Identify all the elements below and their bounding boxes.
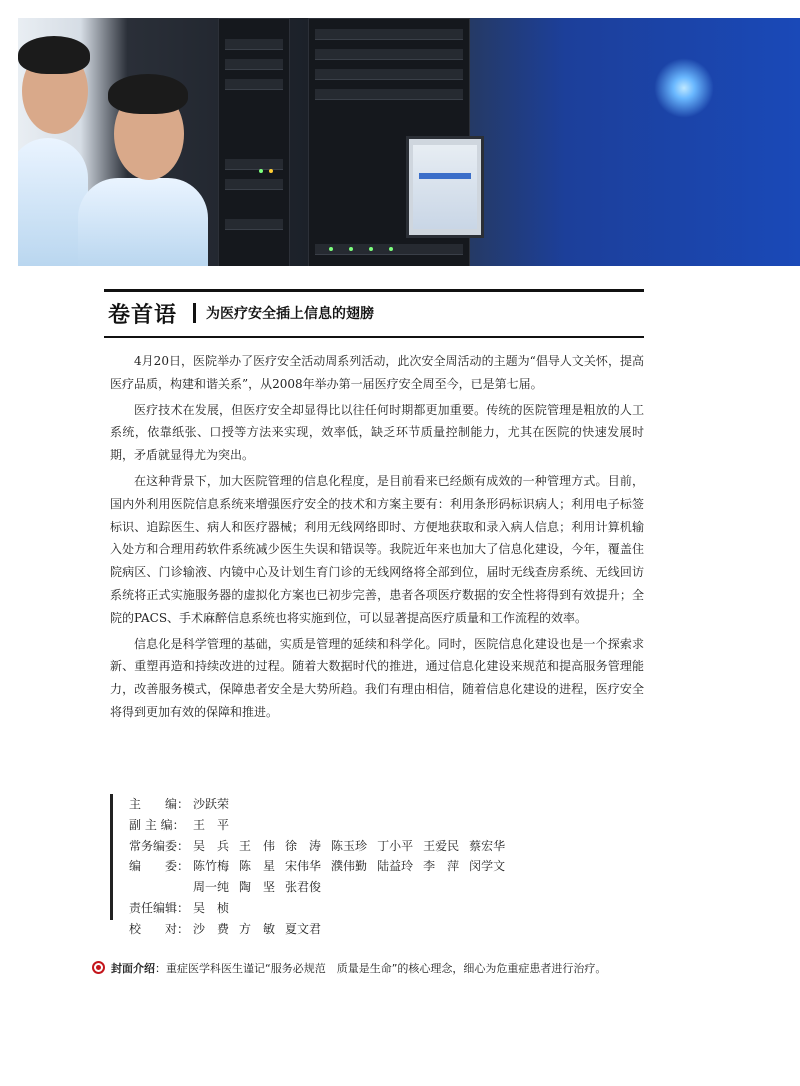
editor-name: 王 伟 xyxy=(239,838,276,853)
editor-names xyxy=(193,815,239,836)
monitor xyxy=(406,136,484,238)
editor-name: 夏文君 xyxy=(285,921,322,936)
editor-name: 陈 星 xyxy=(239,859,276,874)
editor-names xyxy=(193,898,239,919)
editor-name: 陈玉珍 xyxy=(331,838,368,853)
server-rack xyxy=(218,18,290,266)
editor-name: 方 敏 xyxy=(239,921,276,936)
cover-note-label: 封面介绍 xyxy=(111,962,155,975)
editor-name: 陆益玲 xyxy=(377,859,414,874)
editor-names xyxy=(193,836,515,857)
article-body xyxy=(110,350,644,727)
editor-role: 责任编辑： xyxy=(129,900,190,915)
editor-names xyxy=(193,856,515,877)
cover-photo xyxy=(18,18,800,266)
editorial-board xyxy=(110,794,506,936)
paragraph: 在这种背景下，加大医院管理的信息化程度，是目前看来已经颇有成效的一种管理方式。目前，国内外利用医院信息系统来增强医疗安全的技术和方案主要有：利用条形码标识病人；利用电子标签标识、追踪医生、病人和医疗器械；利用无线网络即时、方便地获取和录入病人信息；利用计算机输入处方和合理用药软件系统减少医生失误和错误等。我院近年来也加大了信息化建设，今年，覆盖住院病区、门诊输液、内镜中心及计划生育门诊的无线网络将全部到位，届时无线查房系统、无线回访系统将正式实施服务器的虚拟化方案也已初步完善，患者各项医疗数据的安全性将得到有效提升；全院的PACS、手术麻醉信息系统也将实施到位，可以显著提高医疗质量和工作流程的效率。 xyxy=(110,473,644,625)
editor-name: 丁小平 xyxy=(377,838,414,853)
paragraph: 信息化是科学管理的基础，实质是管理的延续和科学化。同时，医院信息化建设也是一个探索求新、重塑再造和持续改进的过程。随着大数据时代的推进，通过信息化建设来规范和提高服务管理能力，改善服务模式，保障患者安全是大势所趋。我们有理由相信，随着信息化建设的进程，医疗安全将得到更加有效的保障和推进。 xyxy=(110,636,644,719)
section-subtitle: 为医疗安全插上信息的翅膀 xyxy=(206,306,374,322)
editor-name: 宋伟华 xyxy=(285,859,322,874)
editor-name: 周一纯 xyxy=(193,880,230,895)
editor-name: 沙跃荣 xyxy=(193,797,230,811)
editor-name: 李 萍 xyxy=(423,859,460,874)
editor-name: 闵学文 xyxy=(469,859,506,874)
editor-name: 吴 兵 xyxy=(193,838,230,853)
editor-role: 常务编委： xyxy=(129,838,190,853)
editor-name: 陈竹梅 xyxy=(193,859,230,874)
paragraph: 医疗技术在发展，但医疗安全却显得比以往任何时期都更加重要。传统的医院管理是粗放的人工系统，依靠纸张、口授等方法来实现，效率低，缺乏环节质量控制能力，尤其在医院的快速发展时期，矛盾就显得尤为突出。 xyxy=(110,402,644,463)
editor-name: 蔡宏华 xyxy=(469,838,506,853)
editor-name: 王 平 xyxy=(193,817,230,832)
editor-role: 主 编： xyxy=(129,797,190,811)
editor-name: 沙 费 xyxy=(193,921,230,936)
editor-name: 陶 坚 xyxy=(239,880,276,895)
editor-role: 副 主 编： xyxy=(129,817,185,832)
cover-note-text: ：重症医学科医生谨记“服务必规范 质量是生命”的核心理念，细心为危重症患者进行治疗。 xyxy=(155,962,607,975)
editor-role: 校 对： xyxy=(129,921,190,936)
editor-role: 编 委： xyxy=(129,859,190,874)
cover-note xyxy=(92,960,606,976)
editor-names xyxy=(193,877,331,898)
paragraph: 4月20日，医院举办了医疗安全活动周系列活动，此次安全周活动的主题为“倡导人文关怀，提高医疗品质，构建和谐关系”，从2008年举办第一届医疗安全周至今，已是第七届。 xyxy=(110,354,644,391)
light-glow xyxy=(654,58,714,118)
title-divider xyxy=(193,303,196,323)
editor-name: 张君俊 xyxy=(285,880,322,895)
target-icon xyxy=(92,961,105,974)
editor-names xyxy=(193,794,239,815)
editor-name: 王爱民 xyxy=(423,838,460,853)
editor-name: 徐 涛 xyxy=(285,838,322,853)
editor-name: 濮伟勤 xyxy=(331,859,368,874)
section-title: 卷首语 xyxy=(108,302,178,328)
editor-names xyxy=(193,919,331,940)
section-header xyxy=(104,289,644,338)
editor-name: 吴 桢 xyxy=(193,900,230,915)
